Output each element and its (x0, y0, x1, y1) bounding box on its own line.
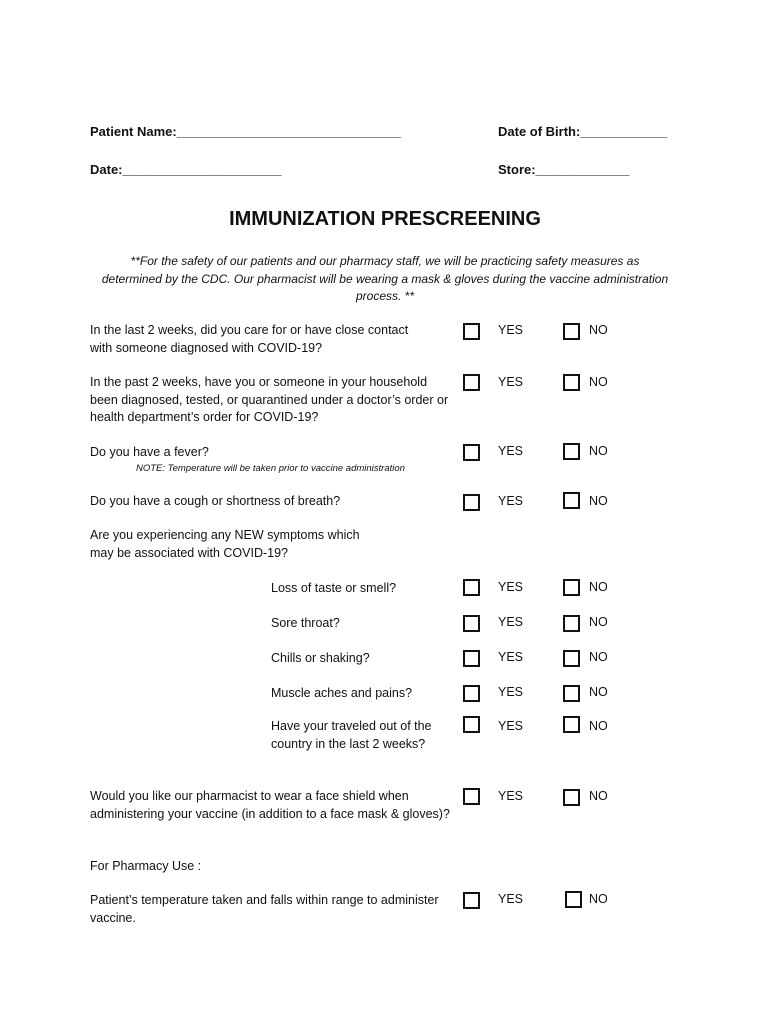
date-of-birth-field: Date of Birth:____________ (498, 124, 668, 139)
aches-yes-checkbox[interactable] (463, 685, 480, 702)
no-label: NO (589, 323, 608, 337)
no-label: NO (589, 444, 608, 458)
no-label: NO (589, 685, 608, 699)
temperature-note: NOTE: Temperature will be taken prior to vaccine administration (136, 463, 405, 474)
question-travel: Have your traveled out of the country in the last 2 weeks? (271, 719, 432, 751)
question-close-contact: In the last 2 weeks, did you care for or have close contact with someone diagnosed with COVID-19? (90, 323, 409, 355)
household-covid-no-checkbox[interactable] (563, 374, 580, 391)
close-contact-no-checkbox[interactable] (563, 323, 580, 340)
yes-label: YES (498, 375, 524, 389)
no-label: NO (589, 615, 608, 629)
yes-label: YES (498, 444, 524, 458)
yes-label: YES (498, 892, 524, 906)
throat-yes-checkbox[interactable] (463, 615, 480, 632)
fever-yes-checkbox[interactable] (463, 444, 480, 461)
cough-yes-checkbox[interactable] (463, 494, 480, 511)
symptom-muscle-aches: Muscle aches and pains? (271, 686, 413, 700)
no-label: NO (589, 789, 608, 803)
no-label: NO (589, 494, 608, 508)
yes-label: YES (498, 789, 524, 803)
question-face-shield: Would you like our pharmacist to wear a face shield when administering your vaccine (in addition to a face mask & gloves)? (90, 789, 450, 821)
chills-no-checkbox[interactable] (563, 650, 580, 667)
travel-yes-checkbox[interactable] (463, 716, 480, 733)
question-fever: Do you have a fever? (90, 445, 209, 459)
symptom-loss-of-taste: Loss of taste or smell? (271, 581, 397, 595)
yes-label: YES (498, 494, 524, 508)
yes-label: YES (498, 615, 524, 629)
taste-no-checkbox[interactable] (563, 579, 580, 596)
cough-no-checkbox[interactable] (563, 492, 580, 509)
question-household-covid: In the past 2 weeks, have you or someone in your household been diagnosed, tested, or quarantined under a doctor’s order or health department’s order for COVID-19? (90, 375, 449, 424)
taste-yes-checkbox[interactable] (463, 579, 480, 596)
patient-name-field: Patient Name:_______________________________ (90, 124, 401, 139)
store-field: Store:_____________ (498, 162, 630, 177)
no-label: NO (589, 375, 608, 389)
yes-label: YES (498, 323, 524, 337)
household-covid-yes-checkbox[interactable] (463, 374, 480, 391)
yes-label: YES (498, 650, 524, 664)
date-field: Date:______________________ (90, 162, 282, 177)
aches-no-checkbox[interactable] (563, 685, 580, 702)
travel-no-checkbox[interactable] (563, 716, 580, 733)
symptom-sore-throat: Sore throat? (271, 616, 340, 630)
safety-notice: **For the safety of our patients and our pharmacy staff, we will be practicing safety measures as determined by the CDC. Our pharmacist will be wearing a mask & gloves during the vaccine administration process. ** (101, 254, 669, 303)
face-shield-no-checkbox[interactable] (563, 789, 580, 806)
question-cough: Do you have a cough or shortness of breath? (90, 494, 341, 508)
face-shield-yes-checkbox[interactable] (463, 788, 480, 805)
question-temperature-check: Patient’s temperature taken and falls within range to administer vaccine. (90, 893, 439, 925)
no-label: NO (589, 650, 608, 664)
throat-no-checkbox[interactable] (563, 615, 580, 632)
pharmacy-use-heading: For Pharmacy Use : (90, 859, 202, 873)
yes-label: YES (498, 685, 524, 699)
yes-label: YES (498, 719, 524, 733)
no-label: NO (589, 580, 608, 594)
question-new-symptoms: Are you experiencing any NEW symptoms which may be associated with COVID-19? (90, 528, 360, 560)
page-title: IMMUNIZATION PRESCREENING (229, 208, 541, 230)
no-label: NO (589, 719, 608, 733)
fever-no-checkbox[interactable] (563, 443, 580, 460)
chills-yes-checkbox[interactable] (463, 650, 480, 667)
symptom-chills: Chills or shaking? (271, 651, 370, 665)
temperature-yes-checkbox[interactable] (463, 892, 480, 909)
temperature-no-checkbox[interactable] (565, 891, 582, 908)
no-label: NO (589, 892, 608, 906)
close-contact-yes-checkbox[interactable] (463, 323, 480, 340)
yes-label: YES (498, 580, 524, 594)
